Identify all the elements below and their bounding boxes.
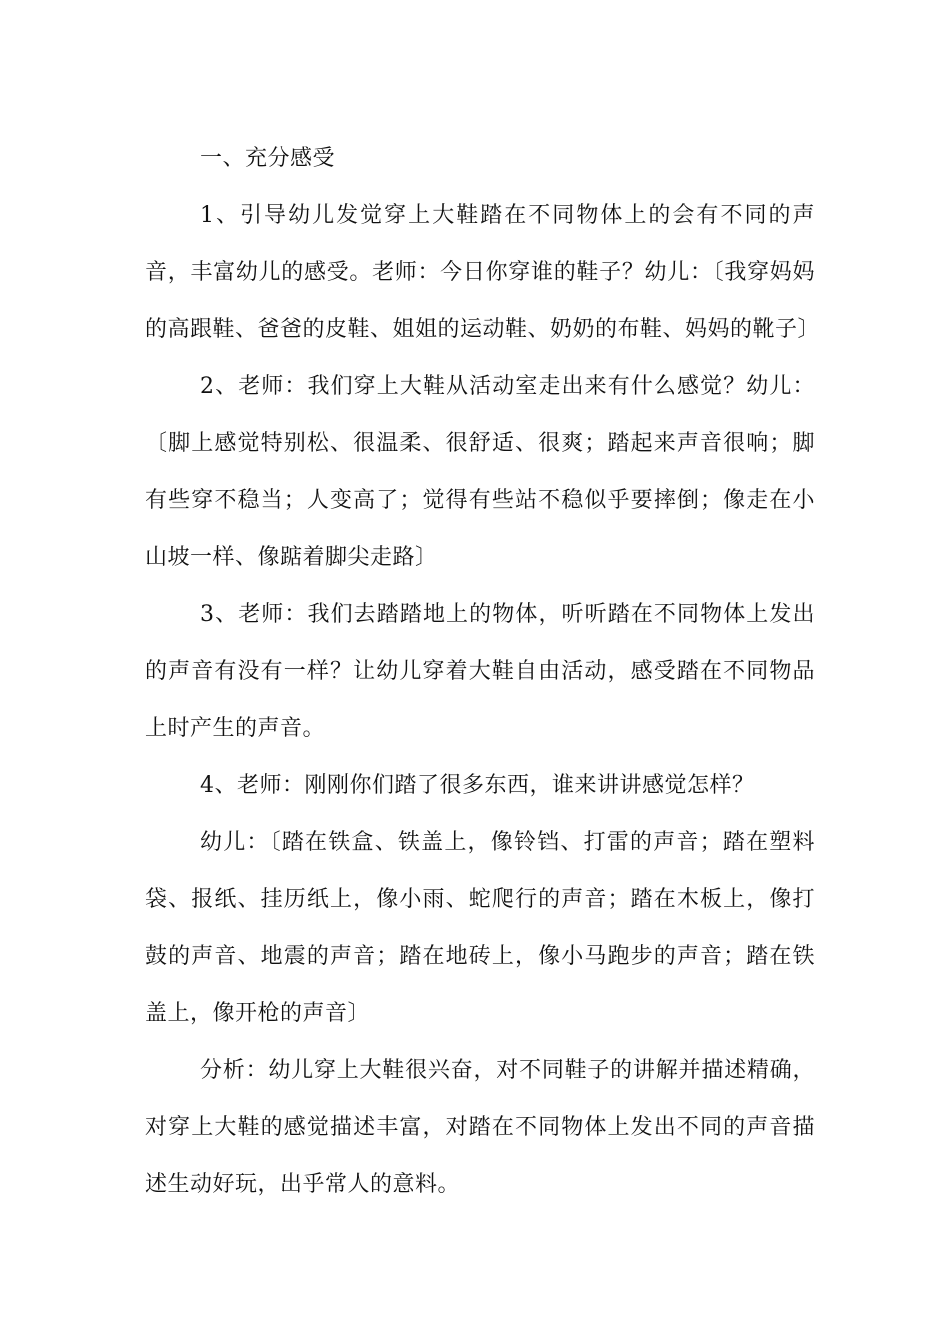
paragraph-2: 2、老师：我们穿上大鞋从活动室走出来有什么感觉？幼儿：〔脚上感觉特别松、很温柔、很舒适、很爽；踏起来声音很响；脚有些穿不稳当；人变高了；觉得有些站不稳似乎要摔倒；像走在小山坡一样、像踮着脚尖走路〕 <box>145 374 815 570</box>
paragraph-children-response: 幼儿：〔踏在铁盒、铁盖上，像铃铛、打雷的声音；踏在塑料袋、报纸、挂历纸上，像小雨、蛇爬行的声音；踏在木板上，像打鼓的声音、地震的声音；踏在地砖上，像小马跑步的声音；踏在铁盖上，像开枪的声音〕 <box>145 830 815 1026</box>
paragraph-4: 4、老师：刚刚你们踏了很多东西，谁来讲讲感觉怎样？ <box>200 773 755 798</box>
document-body <box>145 130 821 1213</box>
section-heading: 一、充分感受 <box>200 146 336 171</box>
paragraph-1: 1、引导幼儿发觉穿上大鞋踏在不同物体上的会有不同的声音，丰富幼儿的感受。老师：今日你穿谁的鞋子？幼儿：〔我穿妈妈的高跟鞋、爸爸的皮鞋、姐姐的运动鞋、奶奶的布鞋、妈妈的靴子〕 <box>145 203 821 342</box>
paragraph-3: 3、老师：我们去踏踏地上的物体，听听踏在不同物体上发出的声音有没有一样？让幼儿穿着大鞋自由活动，感受踏在不同物品上时产生的声音。 <box>145 602 815 741</box>
paragraph-analysis: 分析：幼儿穿上大鞋很兴奋，对不同鞋子的讲解并描述精确，对穿上大鞋的感觉描述丰富，对踏在不同物体上发出不同的声音描述生动好玩，出乎常人的意料。 <box>145 1058 815 1197</box>
